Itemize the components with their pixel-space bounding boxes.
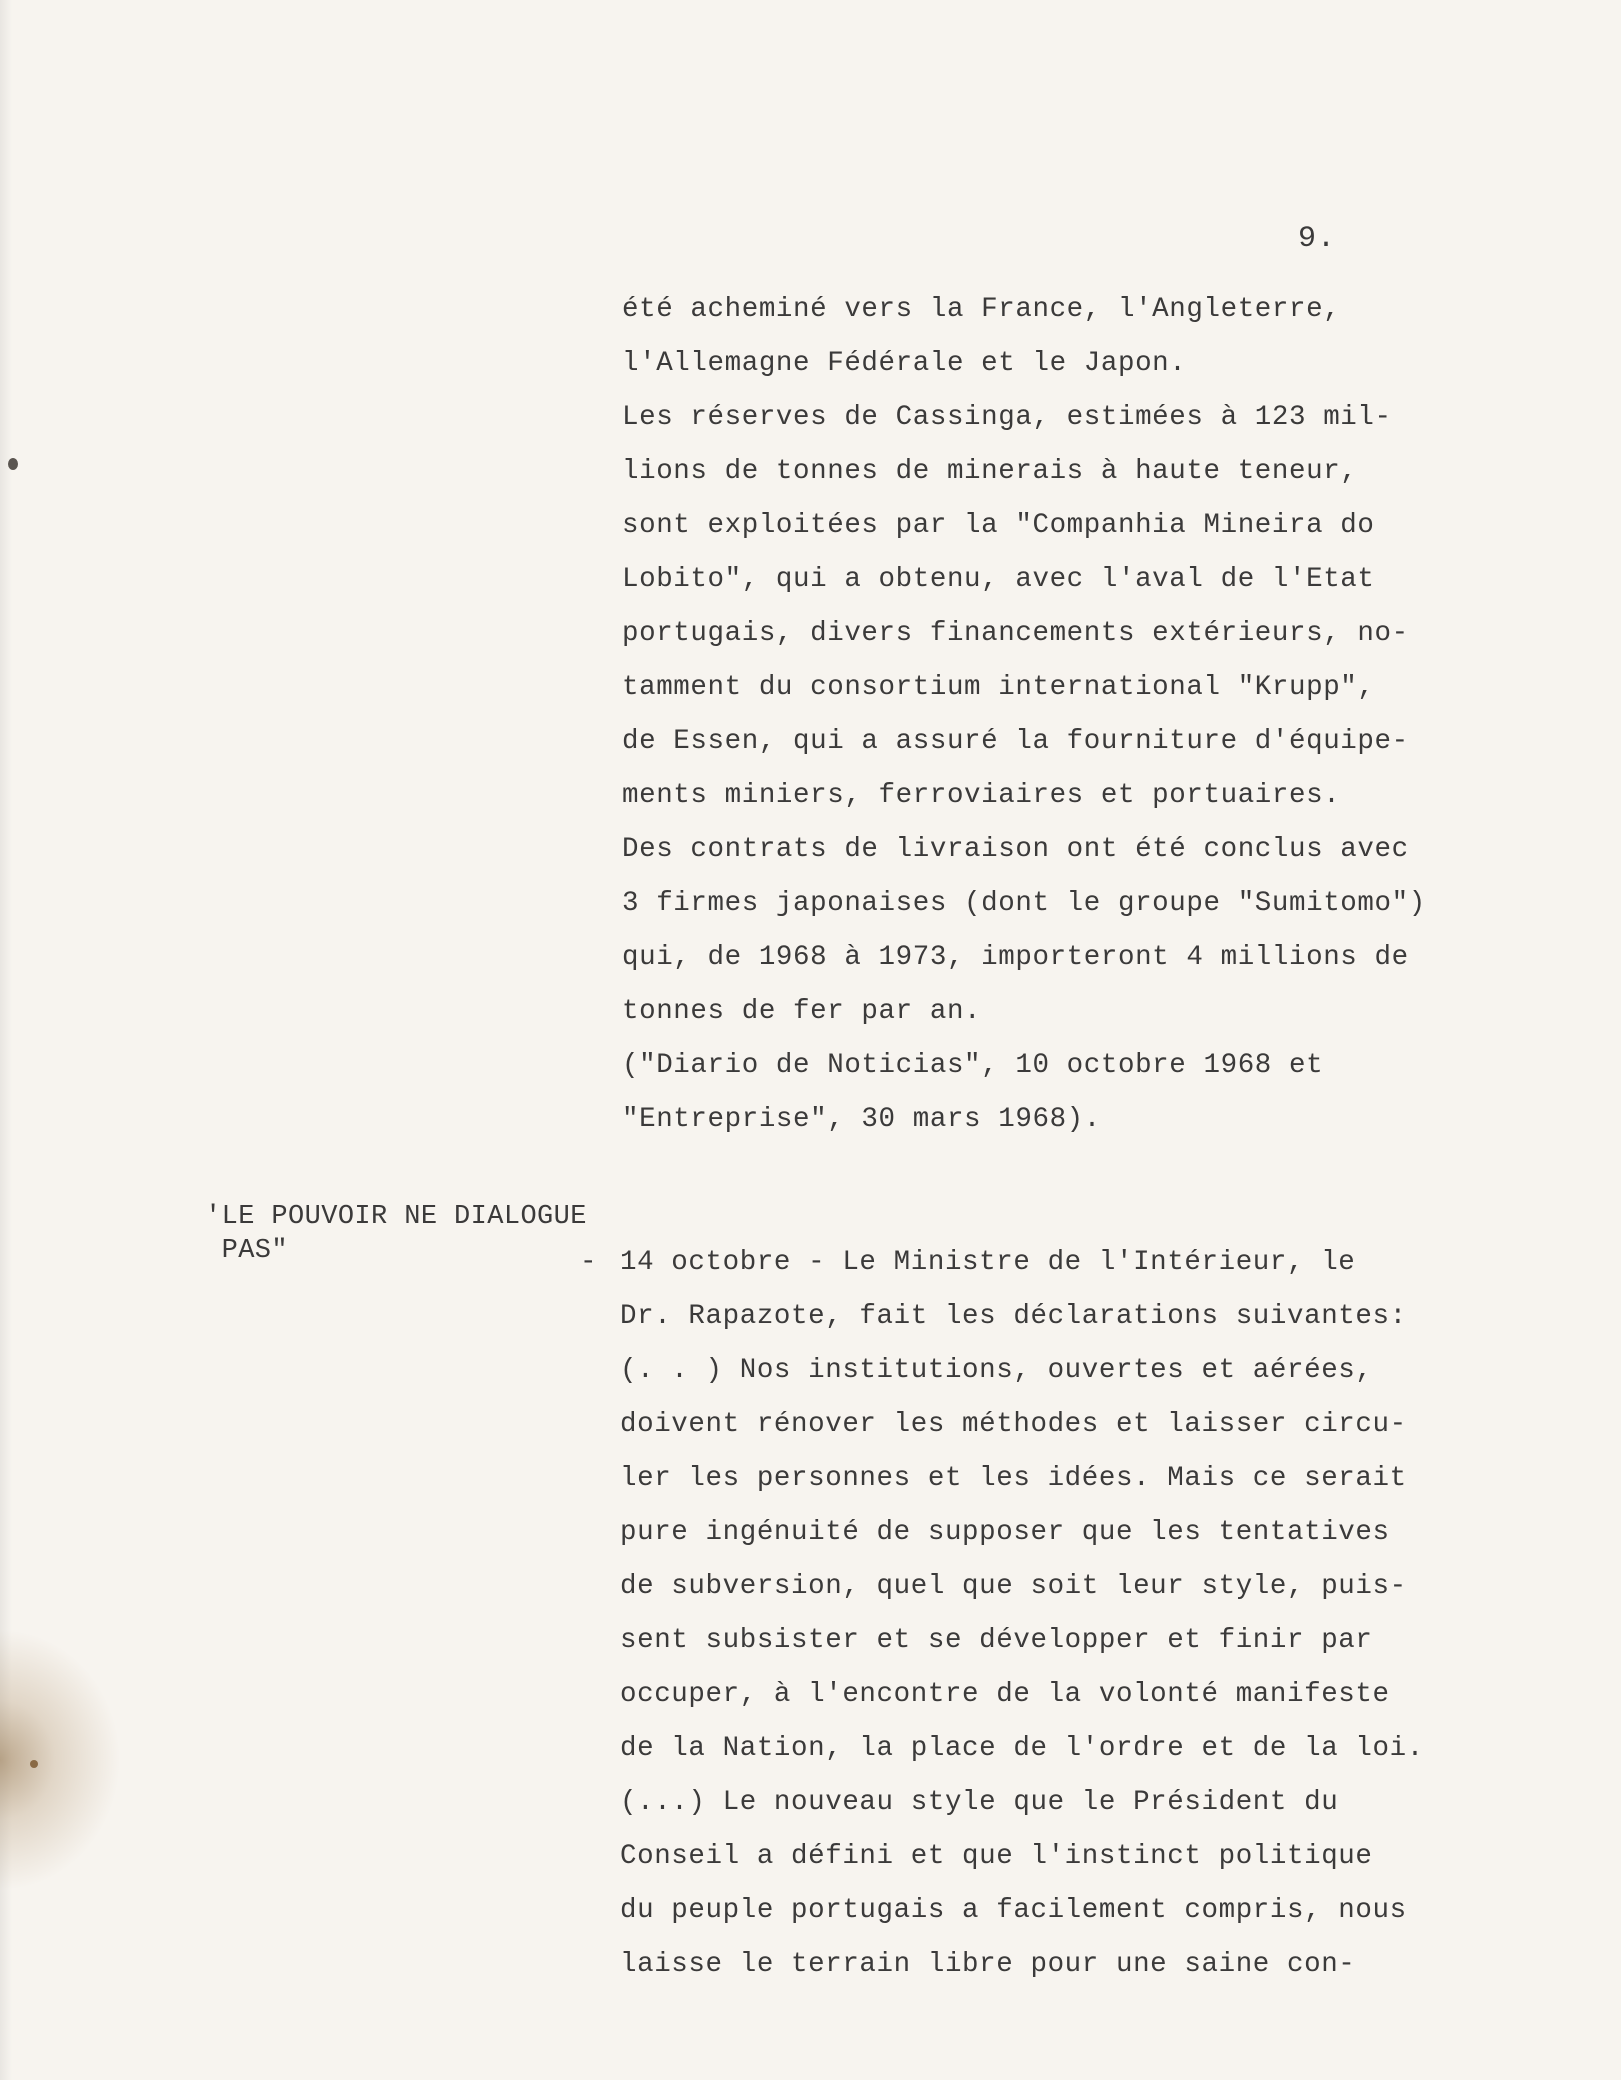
- text-line: sont exploitées par la "Companhia Mineira do: [622, 510, 1375, 541]
- text-line: laisse le terrain libre pour une saine con-: [620, 1949, 1356, 1980]
- text-line: Les réserves de Cassinga, estimées à 123 mil-: [622, 402, 1392, 433]
- text-line: occuper, à l'encontre de la volonté manifeste: [620, 1679, 1390, 1710]
- text-line: Des contrats de livraison ont été conclus avec: [622, 834, 1409, 865]
- text-line: de subversion, quel que soit leur style, puis-: [620, 1571, 1407, 1602]
- text-line: Conseil a défini et que l'instinct politique: [620, 1841, 1373, 1872]
- text-line: portugais, divers financements extérieurs, no-: [622, 618, 1409, 649]
- text-line: 3 firmes japonaises (dont le groupe "Sumitomo"): [622, 888, 1426, 919]
- page-number: 9.: [1298, 222, 1337, 256]
- text-line: ler les personnes et les idées. Mais ce serait: [620, 1463, 1407, 1494]
- text-line: (. . ) Nos institutions, ouvertes et aérées,: [620, 1355, 1373, 1386]
- text-line: Dr. Rapazote, fait les déclarations suivantes:: [620, 1301, 1407, 1332]
- entry-dash: -: [580, 1247, 597, 1278]
- text-line: "Entreprise", 30 mars 1968).: [622, 1104, 1101, 1135]
- text-line: l'Allemagne Fédérale et le Japon.: [622, 348, 1187, 379]
- paragraph-iron-ore: [622, 283, 1562, 1147]
- margin-heading-line: PAS": [205, 1236, 289, 1266]
- punch-hole-mark: [8, 458, 18, 470]
- text-line: sent subsister et se développer et finir par: [620, 1625, 1373, 1656]
- text-line: doivent rénover les méthodes et laisser circu-: [620, 1409, 1407, 1440]
- text-line: 14 octobre - Le Ministre de l'Intérieur, le: [620, 1247, 1356, 1278]
- text-line: tonnes de fer par an.: [622, 996, 982, 1027]
- text-line: de Essen, qui a assuré la fourniture d'équipe-: [622, 726, 1409, 757]
- margin-heading-line: 'LE POUVOIR NE DIALOGUE: [205, 1202, 587, 1232]
- section-margin-heading: [205, 1200, 587, 1268]
- text-line: ("Diario de Noticias", 10 octobre 1968 et: [622, 1050, 1324, 1081]
- text-line: qui, de 1968 à 1973, importeront 4 millions de: [622, 942, 1409, 973]
- text-line: tamment du consortium international "Krupp",: [622, 672, 1375, 703]
- text-line: pure ingénuité de supposer que les tentatives: [620, 1517, 1390, 1548]
- paragraph-minister-declarations: [620, 1236, 1570, 1992]
- text-line: Lobito", qui a obtenu, avec l'aval de l'Etat: [622, 564, 1375, 595]
- text-line: du peuple portugais a facilement compris, nous: [620, 1895, 1407, 1926]
- text-line: été acheminé vers la France, l'Angleterre,: [622, 294, 1341, 325]
- text-line: de la Nation, la place de l'ordre et de la loi.: [620, 1733, 1424, 1764]
- text-line: ments miniers, ferroviaires et portuaires.: [622, 780, 1341, 811]
- punch-hole-mark: [30, 1760, 38, 1768]
- text-line: lions de tonnes de minerais à haute teneur,: [622, 456, 1358, 487]
- text-line: (...) Le nouveau style que le Président du: [620, 1787, 1339, 1818]
